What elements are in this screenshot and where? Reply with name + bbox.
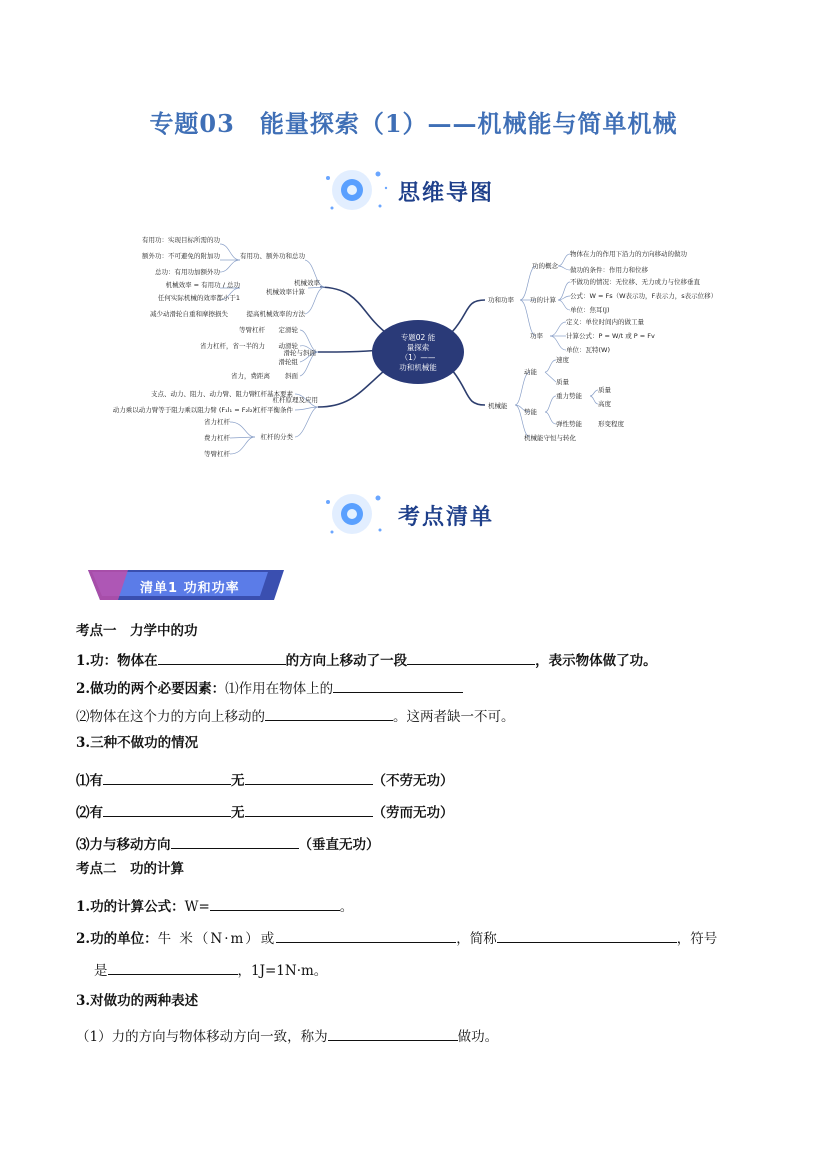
mindmap-banner bbox=[320, 164, 520, 224]
node: 单位：焦耳(J) bbox=[570, 306, 610, 314]
page-title: 专题03 能量探索（1）——机械能与简单机械 bbox=[149, 109, 678, 138]
node: 动力乘以动力臂等于阻力乘以阻力臂 (F₁l₁ = F₂l₂) bbox=[112, 406, 255, 414]
line-12: （1）力的方向与物体移动方向一致，称为 做功。 bbox=[76, 1026, 498, 1046]
node: 额外功：不可避免的附加功 bbox=[142, 252, 220, 260]
line-10: 是 ，1J=1N·m。 bbox=[94, 960, 327, 980]
node: 有用功、额外功和总功 bbox=[240, 252, 305, 260]
node: 机械效率 = 有用功 / 总功 bbox=[165, 281, 240, 289]
node: 功的概念 bbox=[532, 262, 558, 270]
node: 势能 bbox=[524, 408, 537, 416]
node: 不做功的情况：无位移、无力或力与位移垂直 bbox=[570, 278, 700, 286]
blank[interactable] bbox=[328, 1026, 458, 1041]
node: 功和功率 bbox=[488, 296, 514, 304]
node: 有用功：实现目标所需的功 bbox=[142, 236, 220, 244]
blank[interactable] bbox=[171, 834, 299, 849]
node: 机械能 bbox=[488, 402, 508, 410]
line-3: ⑵物体在这个力的方向上移动的 。这两者缺一不可。 bbox=[76, 706, 515, 726]
glow-icon bbox=[320, 488, 400, 548]
kaodian-2: 考点二 功的计算 bbox=[76, 861, 184, 877]
node: 功的计算 bbox=[530, 296, 556, 304]
node: 速度 bbox=[556, 356, 569, 364]
checklist-banner-text: 考点清单 bbox=[398, 505, 495, 530]
node: 计算公式：P = W/t 或 P = Fv bbox=[566, 332, 655, 340]
node: 高度 bbox=[598, 400, 611, 408]
line-8: 1.功的计算公式：W= 。 bbox=[76, 896, 353, 916]
node: 动能 bbox=[524, 368, 537, 376]
line-9: 2.功的单位：牛 米（N·m）或 ，简称 ，符号 bbox=[76, 928, 717, 948]
node: 机械能守恒与转化 bbox=[524, 434, 576, 442]
node: 杠杆基本要素 bbox=[254, 390, 293, 398]
center-line-2: 量探索 bbox=[406, 343, 430, 352]
blank[interactable] bbox=[333, 678, 463, 693]
node: 等臂杠杆 bbox=[239, 326, 265, 334]
node: 杠杆原理及应用 bbox=[272, 396, 318, 404]
glow-icon bbox=[320, 164, 400, 224]
node: 省力杠杆 bbox=[204, 418, 230, 426]
node: 功率 bbox=[530, 332, 543, 340]
node: 质量 bbox=[598, 386, 611, 394]
node: 总功：有用功加额外功 bbox=[155, 268, 220, 276]
kaodian-1: 考点一 力学中的功 bbox=[76, 623, 198, 639]
node: 杠杆平衡条件 bbox=[254, 406, 293, 414]
blank[interactable] bbox=[497, 928, 677, 943]
checklist-banner bbox=[320, 488, 520, 548]
mindmap-banner-text: 思维导图 bbox=[398, 181, 495, 206]
line-11: 3.对做功的两种表述 bbox=[76, 993, 199, 1009]
blank[interactable] bbox=[108, 960, 238, 975]
node: 机械效率 bbox=[294, 279, 320, 287]
node: 质量 bbox=[556, 378, 569, 386]
node: 等臂杠杆 bbox=[204, 450, 230, 458]
line-7: ⑶力与移动方向 （垂直无功） bbox=[76, 834, 380, 854]
blank[interactable] bbox=[103, 802, 231, 817]
line-5: ⑴有 无 （不劳无功） bbox=[76, 770, 454, 790]
node: 杠杆的分类 bbox=[260, 433, 293, 441]
blank[interactable] bbox=[265, 706, 393, 721]
center-line-3: （1）—— bbox=[400, 353, 436, 362]
blank[interactable] bbox=[245, 802, 373, 817]
node: 重力势能 bbox=[556, 392, 582, 400]
line-1: 1.功：物体在 的方向上移动了一段 ，表示物体做了功。 bbox=[76, 650, 657, 670]
node: 滑轮组 bbox=[278, 358, 298, 366]
node: 物体在力的作用下沿力的方向移动的做功 bbox=[570, 250, 687, 258]
mind-map bbox=[80, 232, 740, 464]
node: 斜面 bbox=[285, 372, 298, 380]
node: 形变程度 bbox=[598, 420, 624, 428]
node: 省力，费距离 bbox=[231, 372, 270, 380]
node: 定义：单位时间内的做工量 bbox=[566, 318, 644, 326]
node: 做功的条件：作用力和位移 bbox=[570, 266, 648, 274]
section-ribbon bbox=[88, 568, 288, 602]
node: 滑轮与斜面 bbox=[283, 349, 316, 357]
blank[interactable] bbox=[158, 650, 286, 665]
line-4: 3.三种不做功的情况 bbox=[76, 735, 199, 751]
blank[interactable] bbox=[245, 770, 373, 785]
center-line-1: 专题02 能 bbox=[400, 333, 436, 342]
node: 任何实际机械的效率都小于1 bbox=[157, 294, 240, 302]
line-6: ⑵有 无 （劳而无功） bbox=[76, 802, 454, 822]
node: 费力杠杆 bbox=[204, 434, 230, 442]
center-line-4: 功和机械能 bbox=[399, 363, 437, 372]
node: 公式：W = Fs（W表示功，F表示力，s表示位移） bbox=[570, 292, 718, 300]
node: 动滑轮 bbox=[278, 342, 298, 350]
ribbon-text: 清单1 功和功率 bbox=[140, 581, 240, 596]
node: 省力杠杆，省一半的力 bbox=[200, 342, 265, 350]
node: 机械效率计算 bbox=[266, 288, 305, 296]
line-2: 2.做功的两个必要因素：⑴作用在物体上的 bbox=[76, 678, 463, 698]
mindmap-center-node bbox=[372, 320, 464, 384]
node: 提高机械效率的方法 bbox=[246, 310, 305, 318]
blank[interactable] bbox=[407, 650, 535, 665]
blank[interactable] bbox=[276, 928, 456, 943]
node: 支点、动力、阻力、动力臂、阻力臂 bbox=[151, 390, 255, 398]
node: 单位：瓦特(W) bbox=[566, 346, 610, 354]
node: 减少动滑轮自重和摩擦损失 bbox=[150, 310, 228, 318]
node: 弹性势能 bbox=[556, 420, 582, 428]
node: 定滑轮 bbox=[278, 326, 298, 334]
blank[interactable] bbox=[103, 770, 231, 785]
blank[interactable] bbox=[210, 896, 340, 911]
